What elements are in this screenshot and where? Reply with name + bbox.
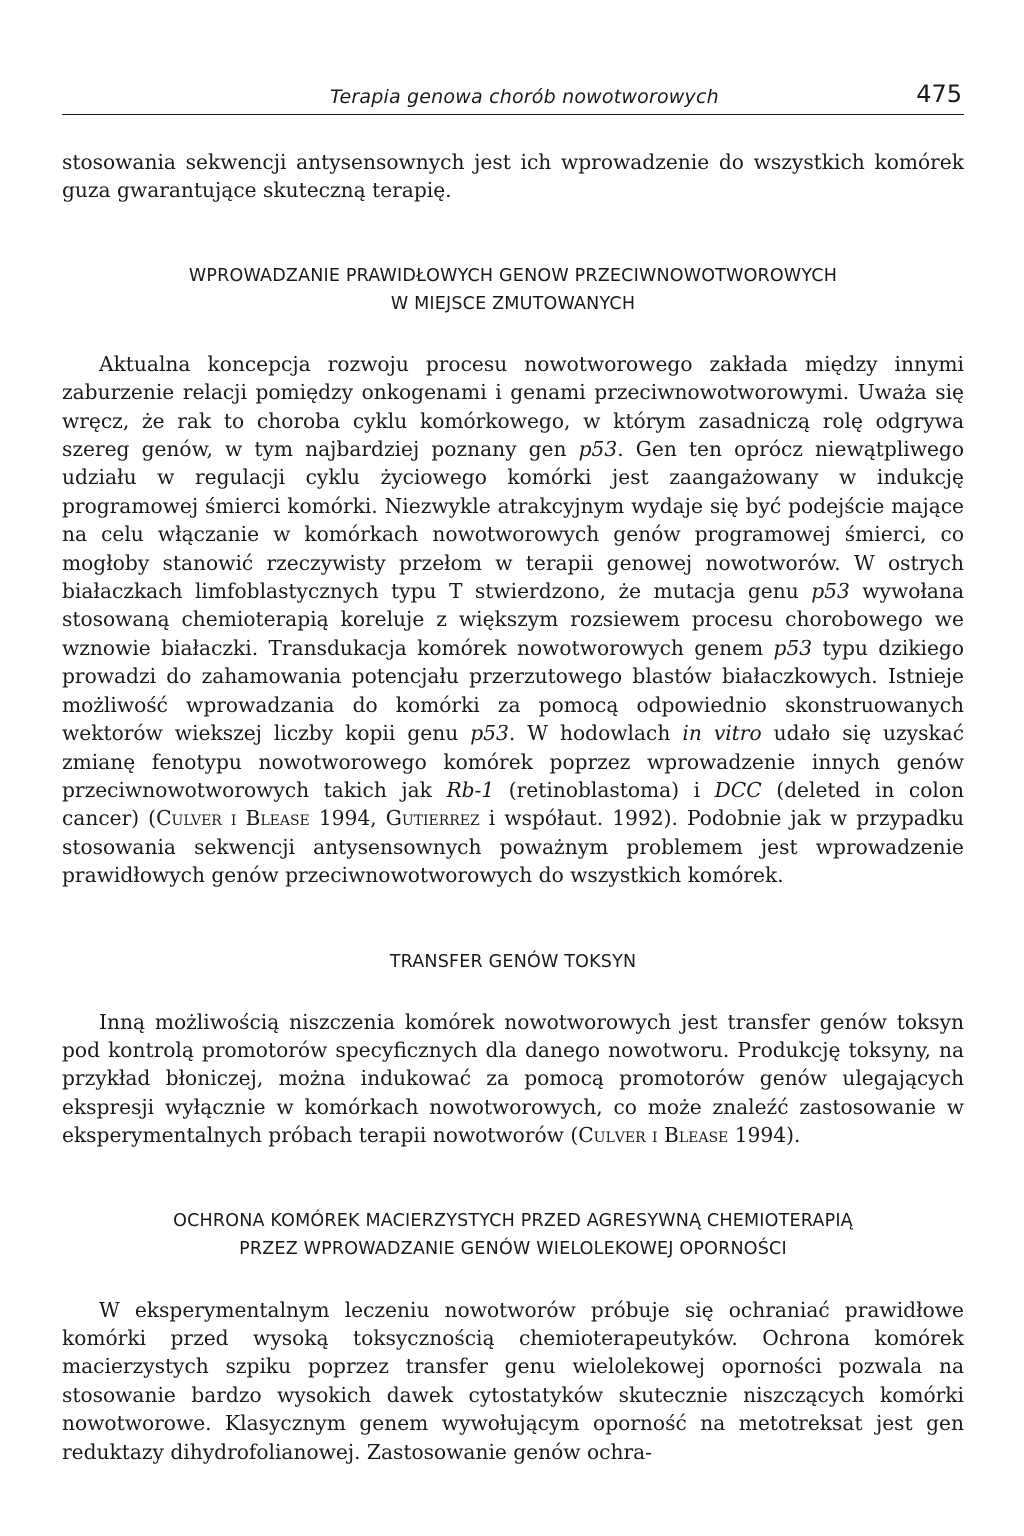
citation-authors: Culver i Blease: [156, 806, 310, 831]
citation-authors: Gutierrez: [385, 806, 480, 831]
section-heading-correct-genes: [62, 262, 964, 318]
continuation-paragraph: stosowania sekwencji antysensownych jest ich wprowadzenie do wszystkich komórek guza gwarantujące skuteczną terapię.: [62, 150, 964, 203]
text-run: . W hodowlach: [508, 721, 683, 746]
text-run: Aktualna koncepcja rozwoju procesu nowotworowego zakłada między innymi zaburzenie relacji pomiędzy onkogenami i genami przeciwnowotworowymi. Uważa się wręcz, że rak to choroba cyklu komórkowego, w którym zasadniczą rolę odgrywa szereg genów, w tym najbardziej poznany gen: [62, 351, 964, 462]
text-run: Inną możliwością niszczenia komórek nowotworowych jest transfer genów toksyn pod kontrolą promotorów specyficznych dla danego nowotworu. Produkcję toksyny, na przykład błoniczej, można indukować za pomocą promotorów genów ulegających ekspresji wyłącznie w komórkach nowotworowych, co może znaleźć zastosowanie w eksperymentalnych próbach terapii nowotworów (: [62, 1009, 964, 1148]
paragraph-toxin-genes: [62, 1008, 964, 1150]
text-run: 1994,: [309, 806, 386, 831]
section-heading-line-1: WPROWADZANIE PRAWIDŁOWYCH GENOW PRZECIWNOWOTWOROWYCH: [188, 265, 838, 286]
latin-term: in vitro: [682, 721, 762, 746]
text-run: typu dzikiego prowadzi do zahamowania potencjału przerzutowego blastów białaczkowych. Istnieje możliwość wprowadzania do komórki za pomocą odpowiednio skonstruowanych wektorów wiekszej liczby kopii genu: [62, 635, 964, 746]
gene-name: p53: [470, 721, 509, 746]
gene-name: p53: [811, 579, 850, 604]
citation-authors: Culver i Blease: [578, 1123, 729, 1148]
running-title: Terapia genowa chorób nowotworowych: [330, 86, 719, 108]
gene-name: p53: [773, 635, 813, 660]
paragraph-multidrug-resistance: W eksperymentalnym leczeniu nowotworów próbuje się ochraniać prawidłowe komórki przed wysoką toksycznością chemioterapeutyków. Ochrona komórek macierzystych szpiku poprzez transfer genu wielolekowej oporności pozwala na stosowanie bardzo wysokich dawek cytostatyków skutecznie niszczących komórki nowotworowe. Klasycznym genem wywołującym oporność na metotreksat jest gen reduktazy dihydrofolianowej. Zastosowanie genów ochra-: [62, 1297, 964, 1464]
gene-name: DCC: [714, 777, 762, 802]
text-run: 1994).: [728, 1123, 801, 1148]
text-run: i współaut. 1992). Podobnie jak w przypadku stosowania sekwencji antysensownych poważnym problemem jest wprowadzenie prawidłowych genów przeciwnowotworowych do wszystkich komórek.: [62, 806, 964, 888]
page-number: 475: [916, 80, 962, 108]
gene-name: p53: [578, 437, 618, 462]
section-heading-stem-cell-protection: [62, 1207, 964, 1263]
section-heading-line-2: PRZEZ WPROWADZANIE GENÓW WIELOLEKOWEJ OPORNOŚCI: [239, 1238, 787, 1259]
section-heading-toxin-transfer: TRANSFER GENÓW TOKSYN: [389, 951, 637, 972]
text-run: (deleted in colon cancer) (: [62, 777, 964, 831]
text-run: wywołana stosowaną chemioterapią koreluje z większym rozsiewem procesu chorobowego we wznowie białaczki. Transdukacja komórek nowotworowych genem: [62, 579, 965, 660]
section-heading-line-1: OCHRONA KOMÓREK MACIERZYSTYCH PRZED AGRESYWNĄ CHEMIOTERAPIĄ: [173, 1210, 853, 1231]
section-heading-line-2: W MIEJSCE ZMUTOWANYCH: [390, 293, 636, 314]
paragraph-tumor-suppressor: [62, 350, 964, 890]
document-page: [62, 78, 964, 1466]
text-run: (retinoblastoma) i: [494, 777, 715, 802]
gene-name: Rb-1: [446, 777, 495, 802]
page-header: [62, 78, 964, 115]
text-run: udało się uzyskać zmianę fenotypu nowotworowego komórek poprzez wprowadzenie innych genów przeciwnowotworowych takich jak: [62, 721, 965, 802]
text-run: . Gen ten oprócz niewątpliwego udziału w regulacji cyklu życiowego komórki jest zaangażowany w indukcję programowej śmierci komórki. Niezwykle atrakcyjnym wydaje się być podejście mające na celu włączanie w komórkach nowotworowych genów programowej śmierci, co mogłoby stanowić rzeczywisty przełom w terapii genowej nowotworów. W ostrych białaczkach limfoblastycznych typu T stwierdzono, że mutacja genu: [62, 437, 964, 604]
